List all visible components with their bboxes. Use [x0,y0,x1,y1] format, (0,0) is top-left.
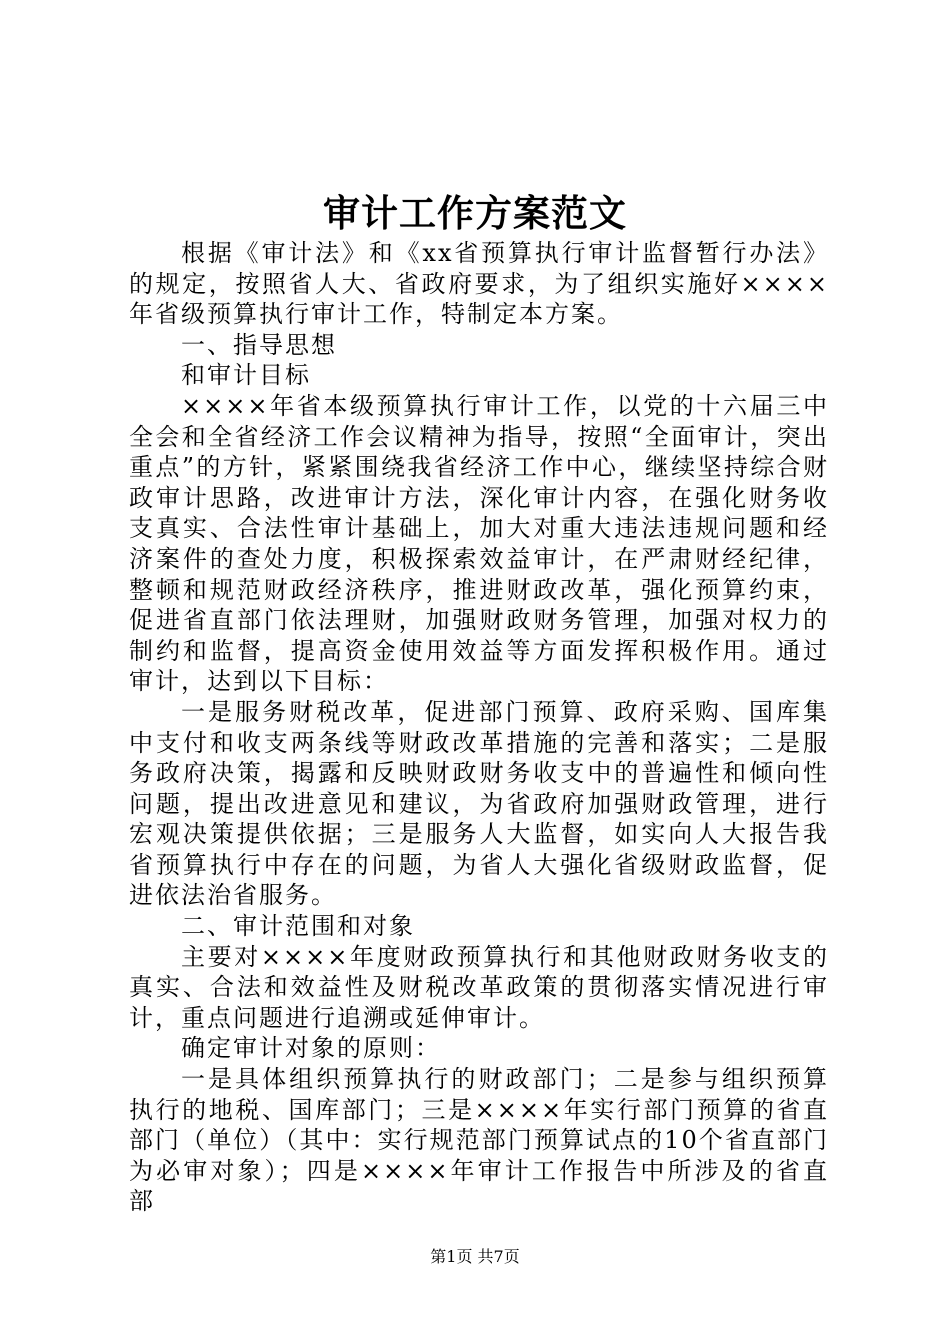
paragraph-scope: 主要对××××年度财政预算执行和其他财政财务收支的真实、合法和效益性及财税改革政策的贯彻落实情况进行审计，重点问题进行追溯或延伸审计。 [129,942,829,1032]
heading-guiding-thought: 一、指导思想 [181,330,337,359]
heading-scope: 二、审计范围和对象 [181,912,415,941]
paragraph-intro: 根据《审计法》和《xx省预算执行审计监督暂行办法》的规定，按照省人大、省政府要求，为了组织实施好××××年省级预算执行审计工作，特制定本方案。 [129,239,829,329]
heading-audit-goals: 和审计目标 [181,361,311,390]
paragraph-principles: 一是具体组织预算执行的财政部门；二是参与组织预算执行的地税、国库部门；三是××××年实行部门预算的省直部门（单位）（其中：实行规范部门预算试点的10个省直部门为必审对象）；四是××××年审计工作报告中所涉及的省直部 [129,1065,829,1216]
paragraph-goals: 一是服务财税改革，促进部门预算、政府采购、国库集中支付和收支两条线等财政改革措施的完善和落实；二是服务政府决策，揭露和反映财政财务收支中的普遍性和倾向性问题，提出改进意见和建议，为省政府加强财政管理，进行宏观决策提供依据；三是服务人大监督，如实向人大报告我省预算执行中存在的问题，为省人大强化省级财政监督，促进依法治省服务。 [129,697,829,910]
document-body [129,238,829,1217]
paragraph-guiding-thought: ××××年省本级预算执行审计工作，以党的十六届三中全会和全省经济工作会议精神为指导，按照“全面审计，突出重点”的方针，紧紧围绕我省经济工作中心，继续坚持综合财政审计思路，改进审计方法，深化审计内容，在强化财务收支真实、合法性审计基础上，加大对重大违法违规问题和经济案件的查处力度，积极探索效益审计，在严肃财经纪律，整顿和规范财政经济秩序，推进财政改革，强化预算约束，促进省直部门依法理财，加强财政财务管理，加强对权力的制约和监督，提高资金使用效益等方面发挥积极作用。通过审计，达到以下目标： [129,391,829,696]
page-footer: 第1页 共7页 [430,1247,520,1266]
paragraph-principle-heading: 确定审计对象的原则： [181,1034,441,1063]
document-title: 审计工作方案范文 [323,191,627,235]
